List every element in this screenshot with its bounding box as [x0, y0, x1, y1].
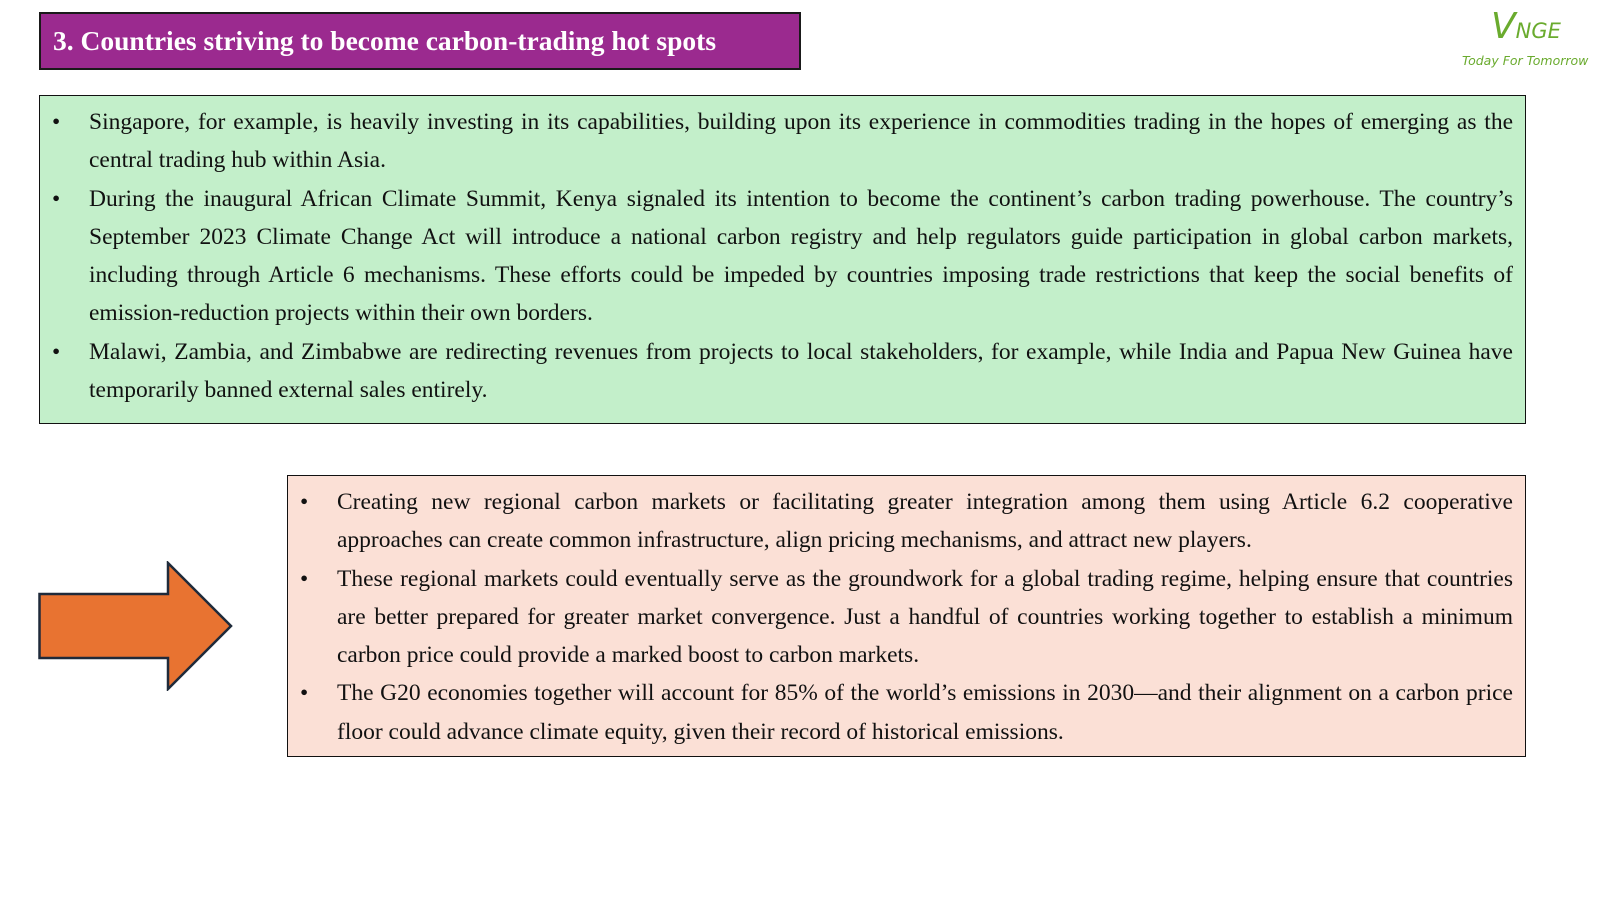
- bullet-point-icon: •: [52, 338, 61, 365]
- logo-mark: [1491, 6, 1561, 47]
- bullet-point-icon: •: [52, 109, 61, 135]
- right-arrow-icon: [38, 561, 233, 691]
- bullet-text: These regional markets could eventually serve as the groundwork for a global trading regime, helping ensure that countries are better prepared for greater market convergence. Just a handful of countries working together to establish a minimum carbon price could provide a marked boost to carbon markets.: [337, 565, 1513, 669]
- countries-bullet-list: [50, 103, 1513, 409]
- logo-tagline: Today For Tomorrow: [1462, 53, 1589, 68]
- list-item: [50, 103, 1513, 180]
- countries-info-box: [39, 95, 1526, 424]
- vnge-logo: [1455, 4, 1595, 72]
- list-item: [50, 180, 1513, 333]
- bullet-text: Singapore, for example, is heavily investing in its capabilities, building upon its experience in commodities trading in the hopes of emerging as the central trading hub within Asia.: [89, 109, 1513, 174]
- bullet-point-icon: •: [52, 185, 61, 212]
- logo-mark-rest: NGE: [1515, 19, 1561, 43]
- bullet-point-icon: •: [300, 565, 309, 592]
- list-item: [298, 560, 1513, 675]
- bullet-point-icon: •: [300, 489, 309, 515]
- bullet-text: Malawi, Zambia, and Zimbabwe are redirecting revenues from projects to local stakeholders, for example, while India and Papua New Guinea have temporarily banned external sales entirely.: [89, 338, 1513, 404]
- slide-title-banner: [39, 12, 801, 70]
- right-arrow-shape: [40, 563, 232, 689]
- bullet-text: Creating new regional carbon markets or facilitating greater integration among them using Article 6.2 cooperative approaches can create common infrastructure, align pricing mechanisms, and attract new players.: [337, 489, 1513, 554]
- regional-markets-box: [287, 475, 1526, 757]
- bullet-text: During the inaugural African Climate Summit, Kenya signaled its intention to become the continent’s carbon trading powerhouse. The country’s September 2023 Climate Change Act will introduce a national carbon registry and help regulators guide participation in global carbon markets, including through Article 6 mechanisms. These efforts could be impeded by countries imposing trade restrictions that keep the social benefits of emission-reduction projects within their own borders.: [89, 185, 1513, 327]
- regional-markets-bullet-list: [298, 483, 1513, 751]
- bullet-text: The G20 economies together will account for 85% of the world’s emissions in 2030—and their alignment on a carbon price floor could advance climate equity, given their record of historical emissions.: [337, 680, 1513, 745]
- bullet-point-icon: •: [300, 680, 309, 707]
- logo-mark-v: V: [1491, 6, 1516, 47]
- list-item: [50, 333, 1513, 410]
- slide-title: 3. Countries striving to become carbon-trading hot spots: [53, 25, 717, 56]
- list-item: [298, 483, 1513, 560]
- list-item: [298, 674, 1513, 751]
